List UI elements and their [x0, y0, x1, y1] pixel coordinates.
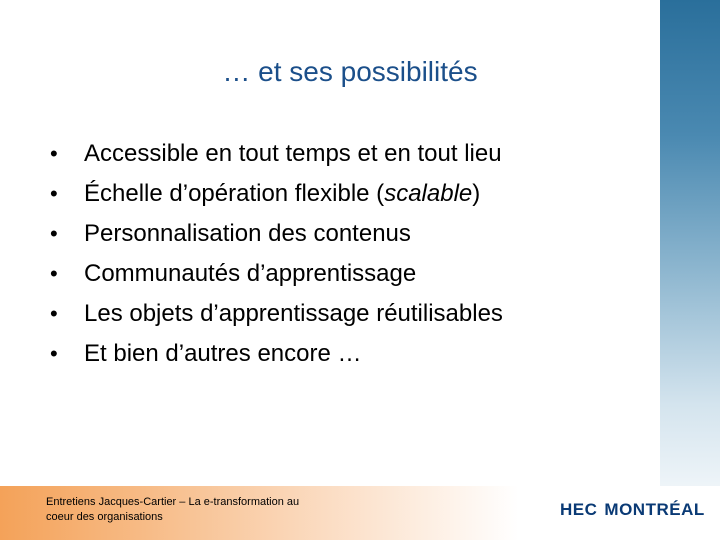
footer-line-2: coeur des organisations	[46, 511, 163, 523]
hec-montreal-logo	[560, 496, 705, 524]
bullet-text: Les objets d’apprentissage réutilisables	[84, 300, 503, 327]
bullet-text: Et bien d’autres encore …	[84, 340, 362, 367]
bullet-list	[50, 138, 610, 378]
bullet-icon: •	[50, 181, 58, 206]
bullet-icon: •	[50, 261, 58, 286]
bullet-item	[50, 138, 610, 178]
bullet-text-italic: scalable	[384, 180, 473, 207]
bullet-text-prefix: Échelle d’opération flexible (	[84, 180, 385, 207]
footer-caption	[46, 495, 346, 525]
bullet-text: Communautés d’apprentissage	[84, 260, 417, 287]
footer-line-1: Entretiens Jacques-Cartier – La e-transformation au	[46, 496, 300, 508]
bullet-icon: •	[50, 141, 58, 166]
bullet-icon: •	[50, 301, 58, 326]
bullet-text: Personnalisation des contenus	[84, 220, 411, 247]
bullet-item	[50, 338, 610, 378]
bullet-item	[50, 298, 610, 338]
logo-hec: HEC	[560, 500, 598, 519]
bullet-icon: •	[50, 341, 58, 366]
bullet-text: Accessible en tout temps et en tout lieu	[84, 140, 502, 167]
bullet-item	[50, 178, 610, 218]
bullet-item	[50, 258, 610, 298]
bullet-icon: •	[50, 221, 58, 246]
logo-montreal: MONTRÉAL	[604, 500, 705, 519]
bullet-text-suffix: )	[472, 180, 481, 207]
bullet-item	[50, 218, 610, 258]
slide-title: … et ses possibilités	[222, 56, 478, 87]
